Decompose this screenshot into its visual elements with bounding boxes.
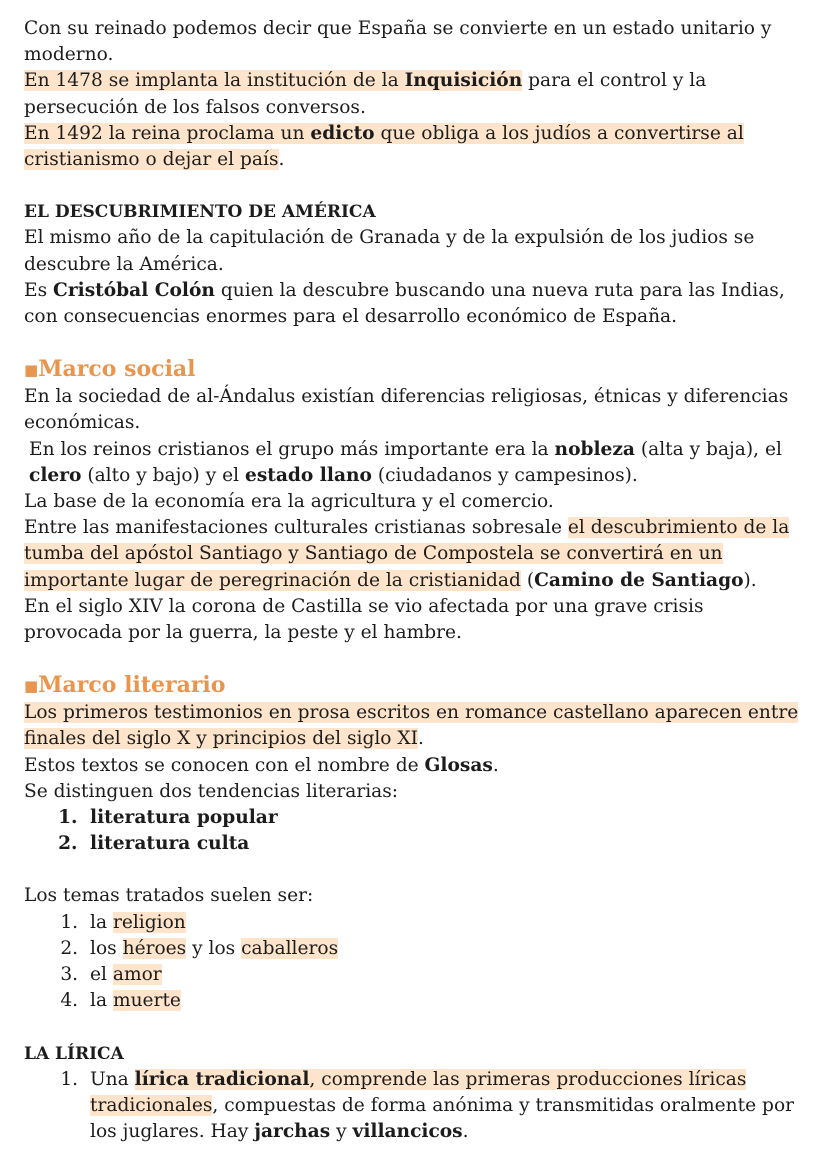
lirica-list — [24, 1067, 804, 1146]
literario-paragraph-2: Estos textos se conocen con el nombre de Glosas. — [24, 754, 499, 776]
intro-paragraph-2: En 1478 se implanta la institución de la Inquisición para el control y la persecución de los falsos conversos. — [24, 70, 707, 118]
colon-term: Cristóbal Colón — [53, 279, 215, 301]
intro-paragraph-1: Con su reinado podemos decir que España se convierte en un estado unitario y moderno. — [24, 18, 772, 66]
edicto-term: edicto — [310, 122, 375, 144]
marco-social-heading: ■Marco social — [24, 356, 196, 383]
literario-paragraph-3: Se distinguen dos tendencias literarias: — [24, 780, 399, 802]
tendencias-list — [24, 805, 804, 857]
social-paragraph-5: En el siglo XIV la corona de Castilla se vio afectada por una grave crisis provocada por la guerra, la peste y el hambre. — [24, 595, 704, 644]
list-item: 2. literatura culta — [84, 831, 804, 857]
descubrimiento-heading: EL DESCUBRIMIENTO DE AMÉRICA — [24, 202, 376, 223]
social-paragraph-1: En la sociedad de al-Ándalus existían diferencias religiosas, étnicas y diferencias económicas. — [24, 386, 789, 434]
social-paragraph-2: En los reinos cristianos el grupo más importante era la nobleza (alta y baja), el clero (alto y bajo) y el estado llano (ciudadanos y campesinos). — [29, 438, 782, 486]
square-bullet-icon: ■ — [24, 361, 39, 380]
temas-list — [24, 910, 804, 1015]
social-paragraph-3: La base de la economía era la agricultura y el comercio. — [24, 491, 554, 513]
list-item: 1. literatura popular — [84, 805, 804, 831]
list-item: 1. la religion — [84, 910, 804, 936]
inquisicion-term: Inquisición — [404, 70, 523, 92]
social-paragraph-4: Entre las manifestaciones culturales cristianas sobresale el descubrimiento de la tumba del apóstol Santiago y Santiago de Compostela se convertirá en un importante lugar de peregrinación de la cristianidad (Camino de Santiago). — [24, 517, 790, 591]
list-item: 1. Una lírica tradicional, comprende las primeras producciones líricas tradicionales, compuestas de forma anónima y transmitidas oralmente por los juglares. Hay jarchas y villancicos. — [84, 1067, 804, 1146]
glosas-term: Glosas — [424, 754, 493, 776]
literario-paragraph-4: Los temas tratados suelen ser: — [24, 885, 314, 907]
list-item: 4. la muerte — [84, 988, 804, 1014]
list-item: 3. el amor — [84, 962, 804, 988]
intro-paragraph-3: En 1492 la reina proclama un edicto que obliga a los judíos a convertirse al cristianismo o dejar el país. — [24, 122, 744, 171]
marco-literario-heading: ■Marco literario — [24, 672, 226, 699]
square-bullet-icon: ■ — [24, 677, 39, 696]
list-item: 2. los héroes y los caballeros — [84, 936, 804, 962]
literario-paragraph-1: Los primeros testimonios en prosa escritos en romance castellano aparecen entre finales del siglo X y principios del siglo XI. — [24, 702, 799, 750]
descubrimiento-paragraph-1: El mismo año de la capitulación de Granada y de la expulsión de los judios se descubre la América. — [24, 227, 755, 275]
lirica-heading: LA LÍRICA — [24, 1043, 124, 1064]
descubrimiento-paragraph-2: Es Cristóbal Colón quien la descubre buscando una nueva ruta para las Indias, con consecuencias enormes para el desarrollo económico de España. — [24, 279, 785, 328]
